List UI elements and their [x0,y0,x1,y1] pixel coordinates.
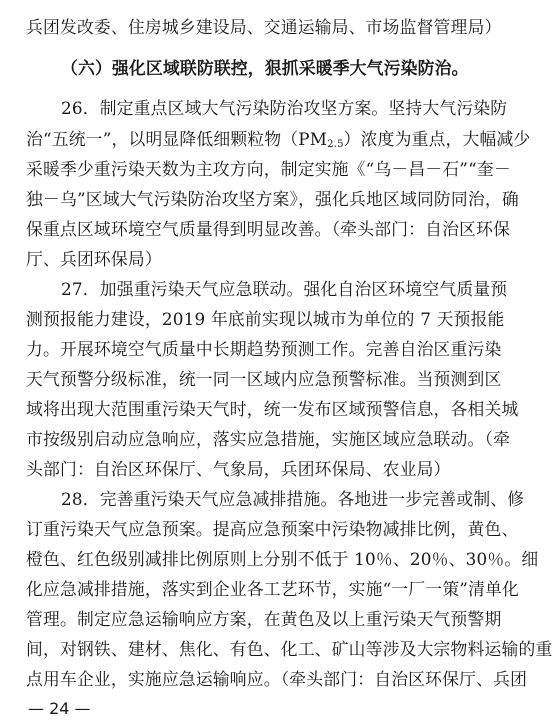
text-line: 市按级别启动应急响应，落实应急措施，实施区域应急联动。（牵 [26,429,511,449]
text-line: 保重点区域环境空气质量得到明显改善。（牵头部门：自治区环保 [26,219,511,239]
text-line: 测预报能力建设，2019 年底前实现以城市为单位的 7 天预报能 [26,309,505,329]
text-line-pm25 [26,124,531,154]
text-line: 独－乌”区域大气污染防治攻坚方案》，强化兵地区域同防同治，确 [26,189,519,209]
page-number: — 24 — [28,699,91,718]
text-segment: 治“五统一”，以明显降低细颗粒物（PM [26,129,328,149]
section-heading: （六）强化区域联防联控，狠抓采暖季大气污染防治。 [61,58,469,78]
text-line: 采暖季少重污染天数为主攻方向，制定实施《“乌－昌－石”“奎－ [26,159,511,179]
text-line: 头部门：自治区环保厅、气象局，兵团环保局、农业局） [26,459,451,479]
text-line: 橙色、红色级别减排比例原则上分别不低于 10％、20％、30％。细 [26,549,539,569]
text-line: 天气预警分级标准，统一同一区域内应急预警标准。当预测到区 [26,369,502,389]
text-segment: ）浓度为重点，大幅减少 [343,129,531,149]
text-line: 域将出现大范围重污染天气时，统一发布区域预警信息，各相关城 [26,399,519,419]
text-line: 间，对钢铁、建材、焦化、有色、化工、矿山等涉及大宗物料运输的重 [26,639,552,659]
text-line: 点用车企业，实施应急运输响应。（牵头部门：自治区环保厅、兵团 [26,669,528,689]
subscript-text: 2.5 [327,139,344,150]
paragraph-28-title: 28．完善重污染天气应急减排措施。各地进一步完善或制、修 [61,489,525,509]
text-line: 兵团发改委、住房城乡建设局、交通运输局、市场监督管理局） [26,17,502,37]
text-line: 力。开展环境空气质量中长期趋势预测工作。完善自治区重污染 [26,339,502,359]
paragraph-26-title: 26．制定重点区域大气污染防治攻坚方案。坚持大气污染防 [61,98,508,118]
text-line: 管理。制定应急运输响应方案，在黄色及以上重污染天气预警期 [26,609,502,629]
paragraph-27-title: 27．加强重污染天气应急联动。强化自治区环境空气质量预 [61,279,508,299]
text-line: 订重污染天气应急预案。提高应急预案中污染物减排比例，黄色、 [26,519,519,539]
text-line: 化应急减排措施，落实到企业各工艺环节，实施“一厂一策”清单化 [26,579,520,599]
text-line: 厅、兵团环保局） [26,249,162,269]
